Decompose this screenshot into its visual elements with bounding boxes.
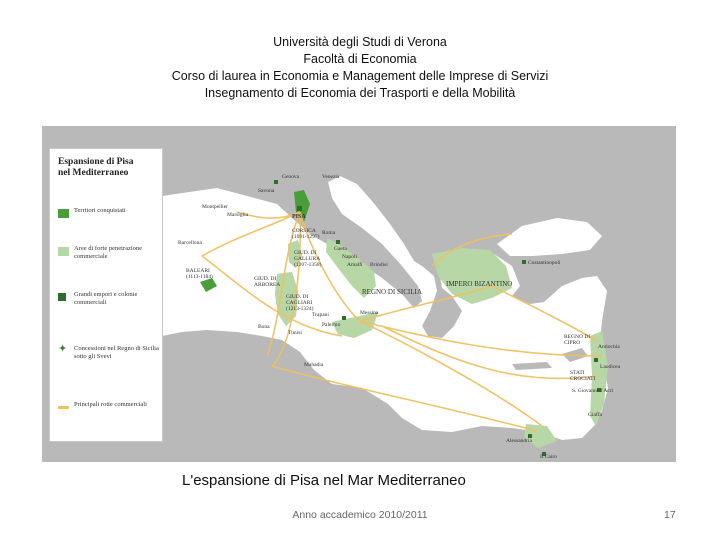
legend-swatch-penetration <box>58 247 69 256</box>
legend-swatch-conquered <box>58 209 69 218</box>
label-san-giovanni: S. Giovanni d'Acri <box>572 388 614 394</box>
map-caption: L'espansione di Pisa nel Mar Mediterraneo <box>182 472 466 489</box>
label-giud-arborea: GIUD. DI ARBOREA <box>254 276 281 288</box>
label-roma: Roma <box>322 230 336 236</box>
legend-label-routes: Principali rotte commerciali <box>74 401 147 408</box>
label-napoli: Napoli <box>342 254 357 260</box>
label-brindisi: Brindisi <box>370 262 388 268</box>
marker-pisa <box>297 206 302 211</box>
slide-header <box>0 34 720 102</box>
legend-label-concessions: Concessioni nel Regno di Sicilia sotto gli Svevi <box>74 345 159 360</box>
mediterranean-sea <box>150 176 608 440</box>
label-marsiglia: Marsiglia <box>227 212 249 218</box>
academic-year: Anno accademico 2010/2011 <box>292 509 428 521</box>
label-savona: Savona <box>258 188 275 194</box>
label-stati-crociati: STATI CROCIATI <box>570 370 596 382</box>
marker-genova <box>274 180 278 184</box>
legend-star-icon: ✦ <box>58 343 68 355</box>
course-name: Insegnamento di Economia dei Trasporti e della Mobilità <box>204 86 516 100</box>
mediterranean-map <box>42 126 676 462</box>
marker-costantinopoli <box>522 260 526 264</box>
university-name: Università degli Studi di Verona <box>273 35 447 49</box>
legend-swatch-routes <box>58 406 69 409</box>
label-costantinopoli: Costantinopoli <box>528 260 561 266</box>
marker-palermo <box>342 316 346 320</box>
map-legend <box>49 148 163 442</box>
label-regno-cipro: REGNO DI CIPRO <box>564 334 591 346</box>
black-sea <box>497 218 602 256</box>
label-antiochia: Antiochia <box>598 344 620 350</box>
label-genova: Genova <box>282 174 300 180</box>
marker-laodicea <box>594 358 598 362</box>
label-messina: Messina <box>360 310 379 316</box>
label-giud-cagliari: GIUD. DI CAGLIARI (1213-1324) <box>286 294 314 312</box>
marker-napoli <box>336 240 340 244</box>
label-laodicea: Laodicea <box>600 364 621 370</box>
label-venezia: Venezia <box>322 174 340 180</box>
label-amalfi: Amalfi <box>347 262 363 268</box>
label-alessandria: Alessandria <box>506 438 532 444</box>
label-il-cairo: Il Cairo <box>540 454 557 460</box>
label-montpellier: Montpellier <box>202 204 228 210</box>
label-palermo: Palermo <box>322 322 341 328</box>
label-giud-gallura: GIUD. DI GALLURA (1207-1358) <box>294 250 322 268</box>
page-number: 17 <box>664 509 676 521</box>
label-impero-bizantino: IMPERO BIZANTINO <box>446 280 513 288</box>
label-gaeta: Gaeta <box>334 246 347 252</box>
legend-label-penetration: Aree di forte penetrazione commerciale <box>74 245 143 260</box>
label-trapani: Trapani <box>312 312 329 318</box>
label-bona: Bona <box>258 324 270 330</box>
label-pisa: PISA <box>292 214 306 220</box>
degree-course: Corso di laurea in Economia e Management delle Imprese di Servizi <box>171 69 549 83</box>
faculty-name: Facoltà di Economia <box>303 52 417 66</box>
legend-label-emporium: Grandi empori e colonie commerciali <box>74 291 138 306</box>
legend-label-conquered: Territori conquistati <box>74 207 126 214</box>
label-barcellona: Barcellona <box>178 240 202 246</box>
label-giaffa: Giaffa <box>588 412 602 418</box>
legend-title: Espansione di Pisa nel Mediterraneo <box>58 157 134 178</box>
label-corsica: CORSICA (1091-1297) <box>292 228 320 240</box>
label-regno-sicilia: REGNO DI SICILIA <box>362 288 422 296</box>
label-tunisi: Tunisi <box>288 330 302 336</box>
label-mahadia: Mahadia <box>304 362 324 368</box>
label-baleari: BALEARI (1113-1184) <box>186 268 213 280</box>
legend-swatch-emporium <box>58 293 66 301</box>
